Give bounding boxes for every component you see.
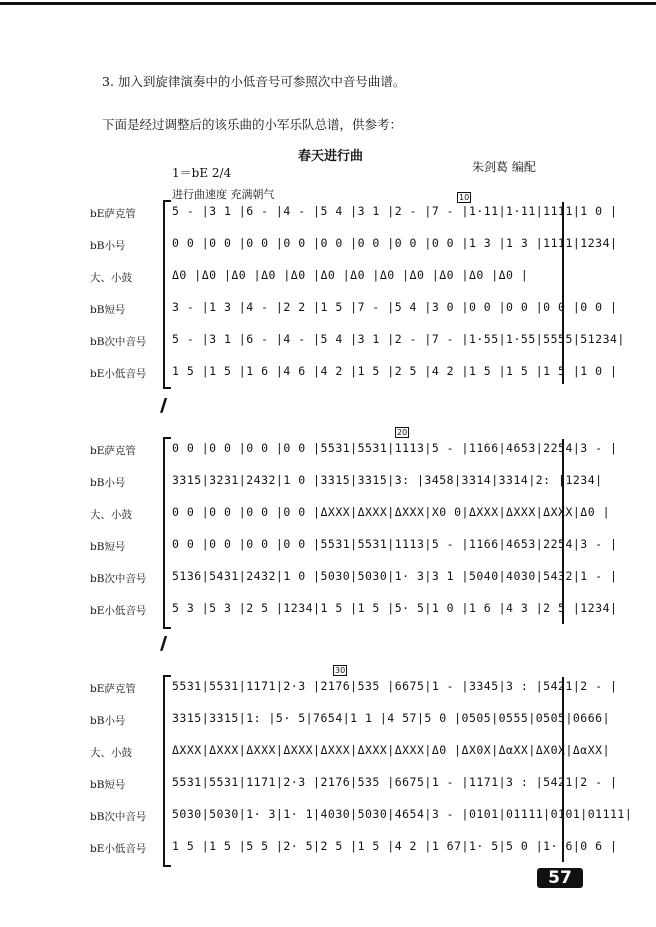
system-separator-icon: // (160, 395, 162, 416)
instrument-label: bE萨克管 (90, 683, 136, 695)
notation-line: Δ0 |Δ0 |Δ0 |Δ0 |Δ0 |Δ0 |Δ0 |Δ0 |Δ0 |Δ0 |Δ0 |Δ0 | (172, 268, 529, 282)
instrument-label: 大、小鼓 (90, 509, 132, 521)
notation-line: 5531|5531|1171|2·3 |2176|535 |6675|1 - |1171|3 : |5421|2 - | (172, 775, 618, 789)
notation-line: 0 0 |0 0 |0 0 |0 0 |0 0 |0 0 |0 0 |0 0 |1 3 |1 3 |1111|1234| (172, 236, 618, 250)
instrument-label: bB小号 (90, 715, 126, 727)
instrument-label: bE萨克管 (90, 445, 136, 457)
instrument-label: bE小低音号 (90, 843, 147, 855)
instrument-label: bE小低音号 (90, 368, 147, 380)
staff-row (0, 264, 656, 290)
intro-line-1: 3. 加入到旋律演奏中的小低音号可参照次中音号曲谱。 (102, 74, 406, 89)
rehearsal-mark: 30 (335, 666, 346, 675)
key-signature: 1＝bE 2/4 (172, 166, 232, 180)
tempo-marking: 进行曲速度 充满朝气 (172, 188, 275, 201)
page-number: 57 (537, 868, 583, 888)
instrument-label: bB次中音号 (90, 336, 147, 348)
staff-row (0, 296, 656, 322)
staff-row (0, 469, 656, 495)
staff-row (0, 232, 656, 258)
staff-row (0, 360, 656, 386)
instrument-label: 大、小鼓 (90, 747, 132, 759)
staff-row (0, 739, 656, 765)
staff-row (0, 200, 656, 226)
instrument-label: bB小号 (90, 240, 126, 252)
notation-line: 0 0 |0 0 |0 0 |0 0 |5531|5531|1113|5 - |1166|4653|2254|3 - | (172, 537, 618, 551)
notation-line: ΔXXX|ΔXXX|ΔXXX|ΔXXX|ΔXXX|ΔXXX|ΔXXX|Δ0 |ΔX0X|ΔαXX|ΔX0X|ΔαXX| (172, 743, 610, 757)
staff-row (0, 771, 656, 797)
staff-row (0, 675, 656, 701)
notation-line: 5 - |3 1 |6 - |4 - |5 4 |3 1 |2 - |7 - |1·11|1·11|1111|1 0 | (172, 204, 618, 218)
staff-row (0, 565, 656, 591)
staff-row (0, 501, 656, 527)
instrument-label: bB短号 (90, 541, 126, 553)
notation-line: 5 3 |5 3 |2 5 |1234|1 5 |1 5 |5· 5|1 0 |1 6 |4 3 |2 5 |1234| (172, 601, 618, 615)
arranger-credit: 朱剑葛 编配 (472, 160, 536, 174)
notation-line: 0 0 |0 0 |0 0 |0 0 |ΔXXX|ΔXXX|ΔXXX|X0 0|ΔXXX|ΔXXX|ΔXXX|Δ0 | (172, 505, 610, 519)
notation-line: 5136|5431|2432|1 0 |5030|5030|1· 3|3 1 |5040|4030|5432|1 - | (172, 569, 618, 583)
rehearsal-mark: 20 (397, 428, 408, 437)
instrument-label: bB短号 (90, 779, 126, 791)
staff-row (0, 707, 656, 733)
staff-row (0, 533, 656, 559)
system-separator-icon: // (160, 633, 162, 654)
intro-line-2: 下面是经过调整后的该乐曲的小军乐队总谱，供参考： (102, 117, 403, 132)
notation-line: 5531|5531|1171|2·3 |2176|535 |6675|1 - |3345|3 : |5421|2 - | (172, 679, 618, 693)
instrument-label: bB短号 (90, 304, 126, 316)
staff-row (0, 803, 656, 829)
system-end-barline (562, 202, 564, 384)
instrument-label: bB小号 (90, 477, 126, 489)
instrument-label: bE萨克管 (90, 208, 136, 220)
instrument-label: 大、小鼓 (90, 272, 132, 284)
notation-line: 3315|3315|1: |5· 5|7654|1 1 |4 57|5 0 |0505|0555|0505|0666| (172, 711, 610, 725)
notation-line: 5 - |3 1 |6 - |4 - |5 4 |3 1 |2 - |7 - |1·55|1·55|5555|51234| (172, 332, 625, 346)
instrument-label: bB次中音号 (90, 811, 147, 823)
instrument-label: bE小低音号 (90, 605, 147, 617)
notation-line: 3 - |1 3 |4 - |2 2 |1 5 |7 - |5 4 |3 0 |0 0 |0 0 |0 0 |0 0 | (172, 300, 618, 314)
score-title: 春天进行曲 (298, 149, 364, 164)
notation-line: 1 5 |1 5 |5 5 |2· 5|2 5 |1 5 |4 2 |1 67|1· 5|5 0 |1· 6|0 6 | (172, 839, 618, 853)
notation-line: 1 5 |1 5 |1 6 |4 6 |4 2 |1 5 |2 5 |4 2 |1 5 |1 5 |1 5 |1 0 | (172, 364, 618, 378)
notation-line: 0 0 |0 0 |0 0 |0 0 |5531|5531|1113|5 - |1166|4653|2254|3 - | (172, 441, 618, 455)
staff-row (0, 835, 656, 861)
top-rule (0, 2, 656, 5)
staff-row (0, 437, 656, 463)
notation-line: 5030|5030|1· 3|1· 1|4030|5030|4654|3 - |0101|01111|0101|01111| (172, 807, 633, 821)
instrument-label: bB次中音号 (90, 573, 147, 585)
rehearsal-mark: 10 (459, 193, 470, 202)
notation-line: 3315|3231|2432|1 0 |3315|3315|3: |3458|3314|3314|2: |1234| (172, 473, 603, 487)
staff-row (0, 597, 656, 623)
staff-row (0, 328, 656, 354)
